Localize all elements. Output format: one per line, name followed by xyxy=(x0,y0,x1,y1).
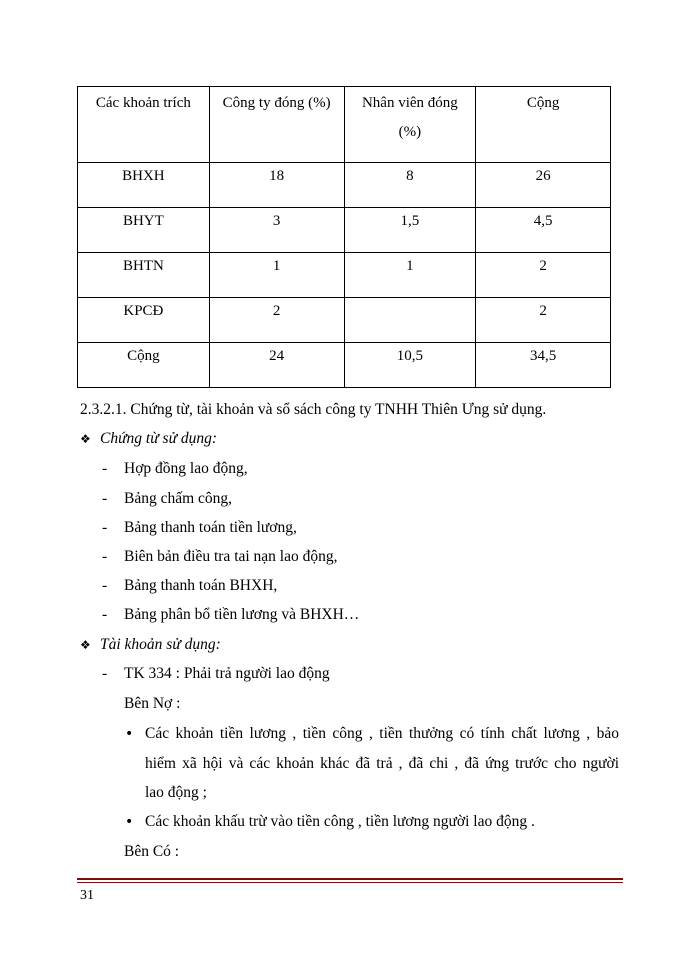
table-row xyxy=(78,298,611,343)
diamond-bullet-icon: ❖ xyxy=(80,432,91,446)
dash-icon: - xyxy=(102,665,108,682)
account-tk334: TK 334 : Phải trả người lao động xyxy=(124,665,330,682)
debit-item-1-line: lao động ; xyxy=(145,784,207,801)
header-cell: Công ty đóng (%) xyxy=(209,87,344,163)
contribution-table xyxy=(77,86,611,388)
diamond-bullet-icon: ❖ xyxy=(80,638,91,652)
header-cell: Cộng xyxy=(476,87,611,163)
table-header-row xyxy=(78,87,611,163)
dash-icon: - xyxy=(102,577,108,594)
dash-icon: - xyxy=(102,460,108,477)
footer-rule xyxy=(77,878,623,880)
page-number: 31 xyxy=(80,888,94,903)
table-cell: 24 xyxy=(209,343,344,388)
header-cell: Các khoản trích xyxy=(78,87,210,163)
table-cell: 8 xyxy=(344,163,476,208)
credit-label: Bên Có : xyxy=(124,843,180,860)
table-cell: BHXH xyxy=(78,163,210,208)
table-row xyxy=(78,343,611,388)
table-cell: BHYT xyxy=(78,208,210,253)
table-cell: 2 xyxy=(476,253,611,298)
debit-item-2: Các khoản khấu trừ vào tiền công , tiền lương người lao động . xyxy=(145,813,535,830)
table-cell xyxy=(344,298,476,343)
table-cell: BHTN xyxy=(78,253,210,298)
table-cell: KPCĐ xyxy=(78,298,210,343)
debit-label: Bên Nợ : xyxy=(124,695,181,712)
dash-icon: - xyxy=(102,519,108,536)
table-row xyxy=(78,208,611,253)
voucher-item: Bảng thanh toán BHXH, xyxy=(124,577,278,594)
dash-icon: - xyxy=(102,490,108,507)
table-cell: 4,5 xyxy=(476,208,611,253)
voucher-item: Bảng chấm công, xyxy=(124,490,233,507)
footer-rule-thin xyxy=(77,882,623,883)
table-cell: 3 xyxy=(209,208,344,253)
table-cell: 2 xyxy=(209,298,344,343)
dash-icon: - xyxy=(102,548,108,565)
table-cell: 1,5 xyxy=(344,208,476,253)
table-cell: 2 xyxy=(476,298,611,343)
header-cell: Nhân viên đóng (%) xyxy=(344,87,476,163)
table-cell: 1 xyxy=(209,253,344,298)
table-cell: 18 xyxy=(209,163,344,208)
voucher-item: Bảng thanh toán tiền lương, xyxy=(124,519,297,536)
table-cell: 1 xyxy=(344,253,476,298)
debit-item-1-line: Các khoản tiền lương , tiền công , tiền thưởng có tính chất lương , bảo xyxy=(145,725,619,742)
table-cell: 34,5 xyxy=(476,343,611,388)
bullet-icon: • xyxy=(125,814,134,830)
debit-item-1-line: hiểm xã hội và các khoản khác đã trả , đã chi , đã ứng trước cho người xyxy=(145,755,619,772)
voucher-item: Bảng phân bổ tiền lương và BHXH… xyxy=(124,606,360,623)
accounts-heading: ❖ Tài khoản sử dụng: xyxy=(80,636,221,653)
section-title: 2.3.2.1. Chứng từ, tài khoản và sổ sách công ty TNHH Thiên Ưng sử dụng. xyxy=(80,401,547,418)
table-cell: 26 xyxy=(476,163,611,208)
table-cell: Cộng xyxy=(78,343,210,388)
table-row xyxy=(78,253,611,298)
table-row xyxy=(78,163,611,208)
voucher-item: Biên bản điều tra tai nạn lao động, xyxy=(124,548,338,565)
vouchers-heading: ❖ Chứng từ sử dụng: xyxy=(80,430,218,447)
bullet-icon: • xyxy=(125,726,134,742)
table-cell: 10,5 xyxy=(344,343,476,388)
voucher-item: Hợp đồng lao động, xyxy=(124,460,248,477)
dash-icon: - xyxy=(102,606,108,623)
